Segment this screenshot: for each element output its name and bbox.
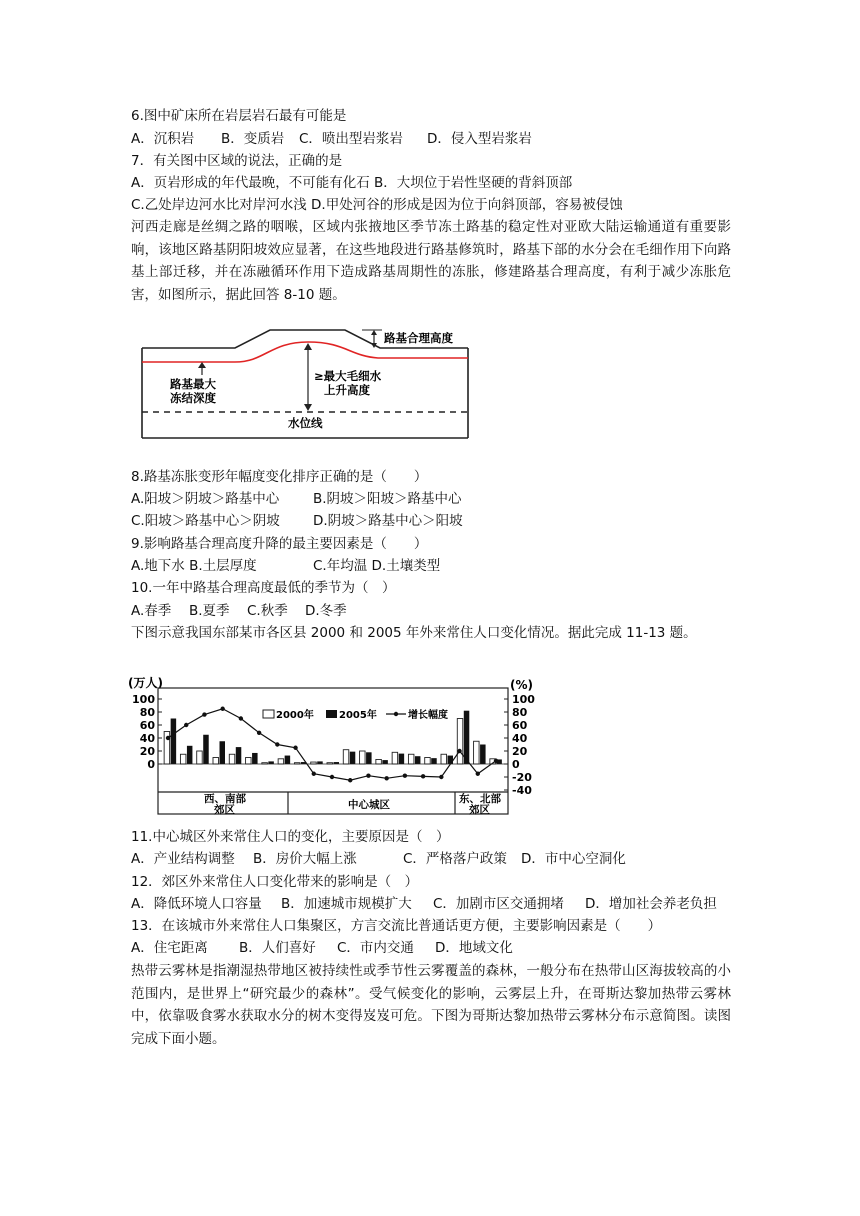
legend-2005: 2005年 [339, 710, 377, 721]
growth-point [476, 772, 480, 776]
q12-stem: 12．郊区外来常住人口变化带来的影响是（ ） [131, 874, 419, 890]
bar-2005 [464, 711, 470, 764]
growth-point [293, 746, 297, 750]
right-tick-label: 0 [512, 758, 520, 771]
bar-2000 [197, 751, 203, 764]
right-tick-label: 20 [512, 745, 528, 758]
q8-option-d: D.阴坡＞路基中心＞阳坡 [313, 513, 463, 529]
group-label-center: 中心城区 [348, 799, 390, 811]
bar-2005 [366, 752, 372, 764]
legend-2000: 2000年 [276, 710, 314, 721]
q6-stem: 6.图中矿床所在岩层岩石最有可能是 [131, 108, 347, 124]
roadbed-diagram [130, 320, 475, 445]
bar-2005 [236, 747, 242, 764]
q11-options [131, 848, 626, 870]
bar-2005 [252, 753, 257, 764]
q10-option-d: D.冬季 [305, 603, 347, 619]
q7-options-cd: C.乙处岸边河水比对岸河水浅 D.甲处河谷的形成是因为位于向斜顶部，容易被侵蚀 [131, 197, 623, 213]
q9-option-ab: A.地下水 B.土层厚度 [131, 558, 257, 574]
q11-option-d: D．市中心空洞化 [521, 851, 626, 867]
bar-2000 [376, 759, 382, 764]
label-capillary-2: 上升高度 [324, 383, 370, 397]
bar-2005 [187, 746, 193, 764]
passage-population: 下图示意我国东部某市各区县 2000 和 2005 年外来常住人口变化情况。据此完成 11-13 题。 [131, 625, 697, 641]
chart-bars [164, 711, 502, 764]
right-tick-label: 40 [512, 732, 528, 745]
q12-option-a: A．降低环境人口容量 [131, 896, 262, 912]
growth-point [366, 774, 370, 778]
bar-2005 [203, 735, 209, 764]
q10-option-b: B.夏季 [189, 603, 230, 619]
q13-option-d: D．地域文化 [435, 940, 513, 956]
bar-2005 [448, 756, 454, 764]
left-tick-label: 0 [147, 758, 155, 771]
bar-2000 [457, 719, 463, 765]
bar-2005 [382, 760, 388, 764]
q9-option-cd: C.年均温 D.土壤类型 [313, 558, 441, 574]
bar-2005 [350, 752, 356, 764]
bar-2005 [431, 758, 437, 764]
q13-stem: 13．在该城市外来常住人口集聚区，方言交流比普通话更方便，主要影响因素是（ ） [131, 918, 662, 934]
q11-stem: 11.中心城区外来常住人口的变化，主要原因是（ ） [131, 829, 450, 845]
q9-stem: 9.影响路基合理高度升降的最主要因素是（ ） [131, 536, 428, 552]
bar-2005 [480, 745, 486, 765]
growth-point [166, 736, 170, 740]
q11-option-c: C．严格落户政策 [403, 851, 507, 867]
left-tick-label: 100 [132, 693, 155, 706]
label-reasonable-height: 路基合理高度 [384, 331, 453, 345]
growth-point [439, 775, 443, 779]
growth-point [202, 712, 206, 716]
group-label-southwest-2: 郊区 [214, 804, 235, 816]
q6-option-a: A．沉积岩 [131, 131, 195, 147]
bar-2000 [408, 754, 414, 764]
q10-option-a: A.春季 [131, 603, 172, 619]
bar-2000 [343, 750, 349, 764]
growth-point [184, 723, 188, 727]
q12-options [131, 893, 717, 915]
right-tick-label: -40 [512, 784, 532, 797]
q12-option-b: B．加速城市规模扩大 [281, 896, 412, 912]
q10-stem: 10.一年中路基合理高度最低的季节为（ ） [131, 580, 396, 596]
population-chart [128, 674, 553, 822]
bar-2000 [229, 754, 235, 764]
growth-point [403, 774, 407, 778]
q13-options [131, 937, 513, 959]
growth-point [239, 716, 243, 720]
group-label-southwest-1: 西、南部 [204, 793, 246, 805]
q8-stem: 8.路基冻胀变形年幅度变化排序正确的是（ ） [131, 469, 428, 485]
growth-point [457, 749, 461, 753]
growth-point [312, 772, 316, 776]
growth-point [494, 759, 498, 763]
q8-option-c: C.阳坡＞路基中心＞阴坡 [131, 513, 280, 529]
right-tick-label: -20 [512, 771, 532, 784]
label-freezing-depth-2: 冻结深度 [170, 391, 216, 405]
left-tick-label: 80 [139, 706, 155, 719]
q8-option-a: A.阳坡＞阴坡＞路基中心 [131, 491, 280, 507]
right-tick-label: 100 [512, 693, 535, 706]
q13-option-a: A．住宅距离 [131, 940, 208, 956]
q6-option-b: B．变质岩 [221, 131, 285, 147]
chart-left-unit: (万人) [128, 676, 163, 690]
bar-2000 [360, 751, 366, 764]
q12-option-d: D．增加社会养老负担 [585, 896, 717, 912]
q11-option-b: B．房价大幅上涨 [253, 851, 357, 867]
growth-point [348, 778, 352, 782]
growth-point [421, 774, 425, 778]
bar-2000 [246, 758, 252, 765]
q7-options-ab: A．页岩形成的年代最晚，不可能有化石 B．大坝位于岩性坚硬的背斜顶部 [131, 175, 573, 191]
group-label-northeast-1: 东、北部 [459, 793, 501, 805]
growth-point [384, 776, 388, 780]
growth-point [220, 707, 224, 711]
chart-right-unit: (%) [510, 678, 533, 692]
passage-roadbed: 河西走廊是丝绸之路的咽喉，区域内张掖地区季节冻土路基的稳定性对亚欧大陆运输通道有重要影响，该地区路基阴阳坡效应显著，在这些地段进行路基修筑时，路基下部的水分会在毛细作用下向路基上部迁移，并在冻融循环作用下造成路基周期性的冻胀，修建路基合理高度，有利于减少冻胀危害，如图所示，据此回答 8-10 题。 [131, 219, 731, 303]
bar-2005 [399, 754, 405, 764]
group-label-northeast-2: 郊区 [469, 804, 490, 816]
q6-options [131, 128, 532, 150]
bar-2005 [415, 756, 421, 764]
passage-cloud-forest: 热带云雾林是指潮湿热带地区被持续性或季节性云雾覆盖的森林，一般分布在热带山区海拔较高的小范围内，是世界上“研究最少的森林”。受气候变化的影响，云雾层上升，在哥斯达黎加热带云雾林中，依靠吸食雾水获取水分的树木变得岌岌可危。下图为哥斯达黎加热带云雾林分布示意简图。读图完成下面小题。 [131, 963, 731, 1047]
q13-option-b: B．人们喜好 [239, 940, 316, 956]
q8-options-ab [131, 488, 462, 510]
bar-2000 [441, 754, 447, 764]
left-tick-label: 60 [139, 719, 155, 732]
growth-point [275, 742, 279, 746]
legend-growth: 增长幅度 [408, 710, 448, 721]
q11-option-a: A．产业结构调整 [131, 851, 235, 867]
bar-2000 [278, 759, 284, 764]
bar-2000 [425, 758, 431, 765]
growth-point [257, 731, 261, 735]
q10-option-c: C.秋季 [247, 603, 288, 619]
bar-2000 [392, 752, 398, 764]
bar-2000 [474, 741, 480, 764]
q8-option-b: B.阴坡＞阳坡＞路基中心 [313, 491, 462, 507]
freezing-depth-curve [142, 342, 468, 362]
label-capillary-1: ≥最大毛细水 [314, 369, 382, 383]
label-freezing-depth-1: 路基最大 [170, 377, 216, 391]
bar-2000 [180, 754, 186, 764]
q13-option-c: C．市内交通 [337, 940, 414, 956]
chart-legend [263, 708, 448, 721]
q12-option-c: C．加剧市区交通拥堵 [433, 896, 564, 912]
bar-2005 [220, 741, 226, 764]
left-tick-label: 20 [139, 745, 155, 758]
q7-stem: 7．有关图中区域的说法，正确的是 [131, 153, 343, 169]
right-axis-ticks [504, 693, 535, 797]
left-tick-label: 40 [139, 732, 155, 745]
right-tick-label: 60 [512, 719, 528, 732]
label-water-table: 水位线 [288, 416, 323, 430]
q6-option-c: C．喷出型岩浆岩 [299, 131, 403, 147]
right-tick-label: 80 [512, 706, 528, 719]
bar-2005 [171, 719, 177, 765]
q9-options [131, 555, 440, 577]
q8-options-cd [131, 510, 463, 532]
bar-2005 [285, 756, 291, 764]
q6-option-d: D．侵入型岩浆岩 [427, 131, 532, 147]
bar-2000 [213, 758, 219, 765]
growth-point [330, 775, 334, 779]
q10-options [131, 600, 347, 622]
